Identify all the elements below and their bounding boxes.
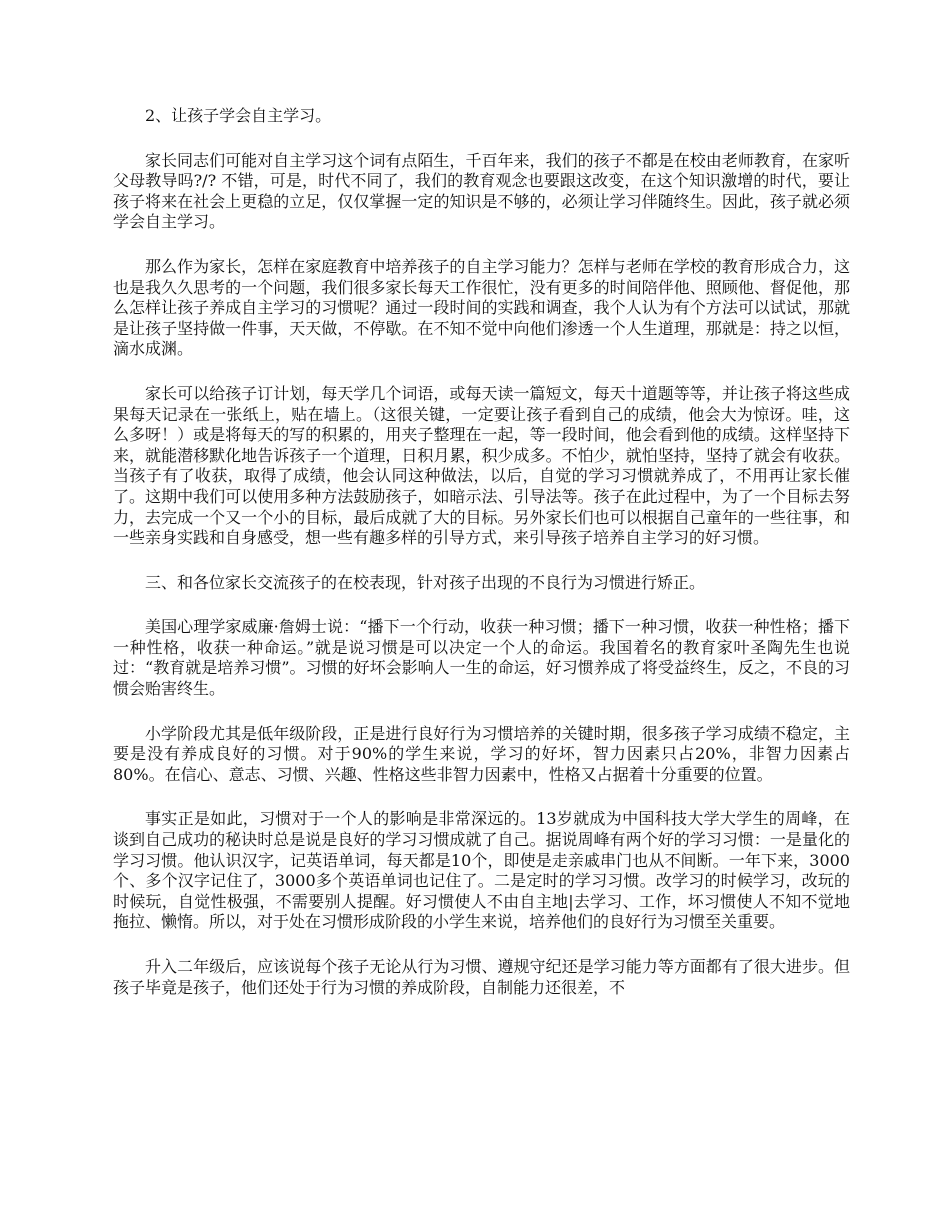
paragraph-second-grade: 升入二年级后，应该说每个孩子无论从行为习惯、遵规守纪还是学习能力等方面都有了很大进步。但孩子毕竟是孩子，他们还处于行为习惯的养成阶段，自制能力还很差，不 <box>113 957 850 997</box>
document-page <box>113 106 850 1022</box>
paragraph-family-education: 那么作为家长，怎样在家庭教育中培养孩子的自主学习能力？怎样与老师在学校的教育形成合力，这也是我久久思考的一个问题，我们很多家长每天工作很忙，没有更多的时间陪伴他、照顾他、督促他，那么怎样让孩子养成自主学习的习惯呢？通过一段时间的实践和调查，我个人认为有个方法可以试试，那就是让孩子坚持做一件事，天天做，不停歇。在不知不觉中向他们渗透一个人生道理，那就是：持之以恒，滴水成渊。 <box>113 256 850 359</box>
section-heading-self-study: 2、让孩子学会自主学习。 <box>145 106 332 125</box>
paragraph-primary-stage: 小学阶段尤其是低年级阶段，正是进行良好行为习惯培养的关键时期，很多孩子学习成绩不稳定，主要是没有养成良好的习惯。对于90%的学生来说，学习的好坏，智力因素只占20%，非智力因素占80%。在信心、意志、习惯、兴趣、性格这些非智力因素中，性格又占据着十分重要的位置。 <box>113 723 850 784</box>
paragraph-self-study-intro: 家长同志们可能对自主学习这个词有点陌生，千百年来，我们的孩子不都是在校由老师教育，在家听父母教导吗?/? 不错，可是，时代不同了，我们的教育观念也要跟这改变，在这个知识激增的时代，要让孩子将来在社会上更稳的立足，仅仅掌握一定的知识是不够的，必须让学习伴随终生。因此，孩子就必须学会自主学习。 <box>113 150 850 232</box>
paragraph-study-plan: 家长可以给孩子订计划，每天学几个词语，或每天读一篇短文，每天十道题等等，并让孩子将这些成果每天记录在一张纸上，贴在墙上。（这很关键，一定要让孩子看到自己的成绩，他会大为惊讶。哇，这么多呀！）或是将每天的写的积累的，用夹子整理在一起，等一段时间，他会看到他的成绩。这样坚持下来，就能潜移默化地告诉孩子一个道理，日积月累，积少成多。不怕少，就怕坚持，坚持了就会有收获。当孩子有了收获，取得了成绩，他会认同这种做法，以后，自觉的学习习惯就养成了，不用再让家长催了。这期中我们可以使用多种方法鼓励孩子，如暗示法、引导法等。孩子在此过程中，为了一个目标去努力，去完成一个又一个小的目标，最后成就了大的目标。另外家长们也可以根据自己童年的一些往事，和一些亲身实践和自身感受，想一些有趣多样的引导方式，来引导孩子培养自主学习的好习惯。 <box>113 383 850 548</box>
paragraph-james-quote: 美国心理学家威廉·詹姆士说：“播下一个行动，收获一种习惯；播下一种习惯，收获一种性格；播下一种性格，收获一种命运。”就是说习惯是可以决定一个人的命运。我国着名的教育家叶圣陶先生也说过：“教育就是培养习惯”。习惯的好坏会影响人一生的命运，好习惯养成了将受益终生，反之，不良的习惯会贻害终生。 <box>113 617 850 699</box>
section-heading-school-performance: 三、和各位家长交流孩子的在校表现，针对孩子出现的不良行为习惯进行矫正。 <box>145 572 706 592</box>
paragraph-zhou-feng: 事实正是如此，习惯对于一个人的影响是非常深远的。13岁就成为中国科技大学大学生的周峰，在谈到自己成功的秘诀时总是说是良好的学习习惯成就了自己。据说周峰有两个好的学习习惯：一是量化的学习习惯。他认识汉字，记英语单词，每天都是10个，即使是走亲戚串门也从不间断。一年下来，3000个、多个汉字记住了，3000多个英语单词也记住了。二是定时的学习习惯。改学习的时候学习，改玩的时候玩，自觉性极强，不需要别人提醒。好习惯使人不由自主地|去学习、工作，坏习惯使人不知不觉地拖拉、懒惰。所以，对于处在习惯形成阶段的小学生来说，培养他们的良好行为习惯至关重要。 <box>113 809 850 932</box>
